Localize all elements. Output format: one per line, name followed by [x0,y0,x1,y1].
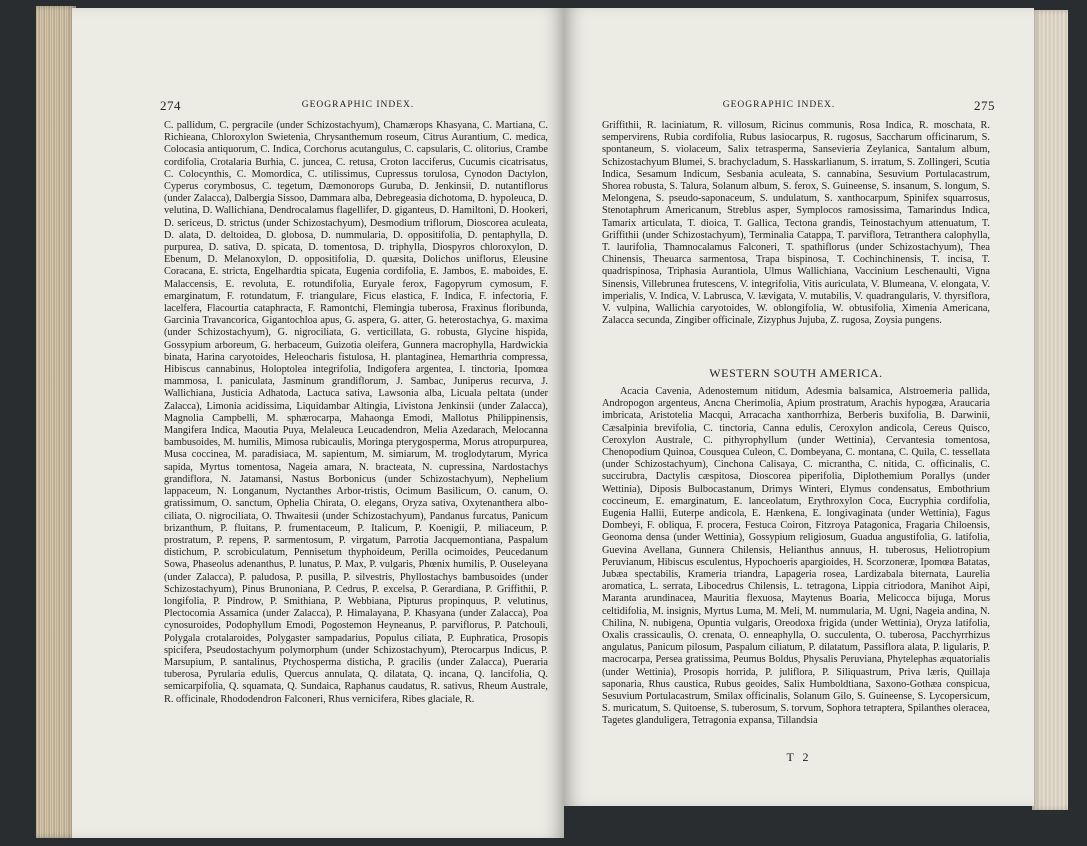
left-running-head: GEOGRAPHIC INDEX. [301,100,415,110]
left-page-number: 274 [160,98,181,113]
left-page-header [72,100,564,116]
left-page [72,8,564,838]
page-edges-left [36,6,76,838]
right-page-header [564,100,1034,116]
right-running-head: GEOGRAPHIC INDEX. [722,100,836,110]
right-page-body-continued: Griffithii, R. laciniatum, R. villosum, Ricinus communis, Rosa Indica, R. moschata, R. sempervirens, Rubia cordifolia, Rubus lasiocarpus, R. rugosus, Saccharum officinarum, S. spontaneum, S. violaceum, Salix tetrasperma, Sansevieria Zeylanica, Santalum album, Schizostachyum Blumei, S. brachycladum, S. Hasskarlianum, S. irratum, S. Zollingeri, Scutia Indica, Sesamum Indicum, Sesbania aculeata, S. cannabina, Sesuvium Portulacastrum, Shorea robusta, S. Talura, Solanum album, S. ferox, S. Guineense, S. insanum, S. longum, S. Melongena, S. pseudo-saponaceum, S. undulatum, S. xanthocarpum, Spinifex squarrosus, Stenotaphrum Americanum, Streblus asper, Symplocos ramosissima, Tamarindus Indica, Tamarix articulata, T. dioica, T. Gallica, Tectona grandis, Teinostachyum attenuatum, T. Griffithii (under Schizostachyum), Terminalia Catappa, T. parviflora, Tetranthera calophylla, T. laurifolia, Thamnocalamus Falconeri, T. spathiflorus (under Schizostachyum), Thea Chinensis, Theuarca sarmentosa, Trapa bispinosa, T. Cochinchinensis, T. incisa, T. quadrispinosa, Triphasia Aurantiola, Ulmus Wallichiana, Vaccinium Leschenaulti, Vigna Sinensis, Villebrunea frutescens, V. integrifolia, Vitis auriculata, V. Blumeana, V. elongata, V. imperialis, V. Indica, V. Labrusca, V. lævigata, V. mutabilis, V. quadrangularis, V. thyrsiflora, V. vulpina, Wallichia caryotoides, W. oblongifolia, W. obtusifolia, Ximenia Americana, Zalacca secunda, Zingiber officinale, Zizyphus Jujuba, Z. rugosa, Zoysia pungens. [602,120,990,327]
left-page-body: C. pallidum, C. pergracile (under Schizostachyum), Chamærops Khasyana, C. Martiana, C. Richieana, Chloroxylon Swietenia, Chrysanthemum roseum, Citrus Aurantium, C. medica, Colocasia antiquorum, C. Indica, Corchorus acutangulus, C. capsularis, C. olitorius, Crambe cordifolia, Crotalaria Burhia, C. juncea, C. retusa, Croton lacciferus, Cucumis cicatrisatus, C. Colocynthis, C. Momordica, C. utilissimus, Cupressus torulosa, Cynodon Dactylon, Cyperus corymbosus, C. tegetum, Dæmonorops Guruba, D. Jenkinsii, D. nutantiflorus (under Zalacca), Dalbergia Sissoo, Dammara alba, Debregeasia dichotoma, D. hypoleuca, D. velutina, D. Wallichiana, Dendrocalamus flagellifer, D. giganteus, D. Hamiltoni, D. Hookeri, D. sericeus, D. strictus (under Schizostachyum), Desmodium triflorum, Dioscorea aculeata, D. alata, D. deltoidea, D. globosa, D. nummularia, D. oppositifolia, D. pentaphylla, D. purpurea, D. sativa, D. spicata, D. tomentosa, D. triphylla, Diospyros chloroxylon, D. Ebenum, D. Melanoxylon, D. oppositifolia, D. quæsita, Dolichos uniflorus, Eleusine Coracana, E. stricta, Engelhardtia spicata, Eugenia cordifolia, E. Jambos, E. maboides, E. Malaccensis, E. revoluta, E. rotundifolia, Euryale ferox, Fagopyrum cymosum, F. emarginatum, F. rotundatum, F. triangulare, Ficus elastica, F. Indica, F. infectoria, F. lacelfera, Flacourtia cataphracta, F. Ramontchi, Flemingia tuberosa, Fraxinus floribunda, Garcinia Travancorica, Gigantochloa apus, G. aspera, G. atter, G. heterostachya, G. maxima (under Schizostachyum), G. nigrociliata, G. verticillata, G. robusta, Glycine hispida, Gossypium arboreum, G. herbaceum, Guizotia oleifera, Gunnera macrophylla, Hardwickia binata, Harina caryotoides, Heleocharis fistulosa, H. plantaginea, Hemarthria compressa, Hibiscus cannabinus, Holoptolea integrifolia, Indigofera argentea, I. tinctoria, Ipomœa mammosa, I. paniculata, Jasminum grandiflorum, J. Sambac, Juniperus recurva, J. Wallichiana, Justicia Adhatoda, Lactuca sativa, Lawsonia alba, Licuala peltata (under Zalacca), Limonia acidissima, Liquidambar Altingia, Livistona Jenkinsii (under Zalacca), Magnolia Campbelli, M. sphærocarpa, Mahaonga Emodi, Mallotus Philippinensis, Mangifera Indica, Maoutia Puya, Melaleuca Leucadendron, Melia Azedarach, Melocanna bambusoides, M. humilis, Mimosa rubicaulis, Moringa pterygosperma, Morus atropurpurea, Musa coccinea, M. paradisiaca, M. sapientum, M. simiarum, M. troglodytarum, Myrica sapida, Myrtus tomentosa, Nageia amara, N. bracteata, N. cupressina, Nardostachys grandiflora, N. Jatamansi, Nastus Borbonicus (under Schizostachyum), Nephelium lappaceum, N. Longanum, Nyctanthes Arbor-tristis, Ocimum Basilicum, O. canum, O. gratissimum, O. sanctum, Ophelia Chirata, O. elegans, Oryza sativa, Oxytenanthera albo-ciliata, O. nigrociliata, O. Thwaitesii (under Schizostachyum), Pandanus furcatus, Panicum brizanthum, P. fluitans, P. frumentaceum, P. Italicum, P. Koenigii, P. miliaceum, P. prostratum, P. repens, P. sarmentosum, P. virgatum, Parrotia Jacquemontiana, Paspalum distichum, P. scrobiculatum, Pennisetum thyphoideum, Perilla ocimoides, Peucedanum Sowa, Phaseolus adenanthus, P. lunatus, P. Max, P. vulgaris, Phœnix humilis, P. Ouseleyana (under Zalacca), P. paludosa, P. pusilla, P. silvestris, Phyllostachys bambusoides (under Schizostachyum), Pinus Brunoniana, P. Cedrus, P. excelsa, P. Gerardiana, P. Griffithii, P. longifolia, P. Pindrow, P. Smithiana, P. Webbiana, Pipturus propinquus, P. velutinus, Plectocomia Assamica (under Zalacca), P. Himalayana, P. Khasyana (under Zalacca), Poa cynosuroides, Podophyllum Emodi, Pogostemon Heyneanus, P. parviflorus, P. Patchouli, Polygala crotalaroides, Polygaster sampadarius, Populus ciliata, P. Euphratica, Prosopis spicifera, Pseudostachyum polymorphum (under Schizostachyum), Pterocarpus Indicus, P. Marsupium, P. santalinus, Ptychosperma disticha, P. gracilis (under Zalacca), Pueraria tuberosa, Pyrularia edulis, Quercus annulata, Q. dilatata, Q. incana, Q. lancifolia, Q. semicarpifolia, Q. squamata, Q. Sundaica, Raphanus caudatus, R. sativus, Rheum Australe, R. officinale, Rhododendron Falconeri, Rhus vernicifera, Ribes glaciale, R. [164,120,548,705]
section-body: Acacia Cavenia, Adenostemum nitidum, Adesmia balsamica, Alstroemeria pallida, Andropogon argenteus, Ancna Cherimolia, Apium prostratum, Arachis hypogæa, Araucaria imbricata, Aristotelia Macqui, Arracacha xanthorrhiza, Berberis buxifolia, B. Darwinii, Cæsalpinia brevifolia, C. tinctoria, Canna edulis, Ceroxylon andicola, Cereus Quisco, Ceroxylon Australe, C. pithyrophyllum (under Wettinia), Cervantesia tomentosa, Chenopodium Quinoa, Cousquea Culeon, C. Dombeyana, C. montana, C. Quila, C. tessellata (under Schizostachyum), Cinchona Calisaya, C. micrantha, C. nitida, C. officinalis, C. succirubra, Dactylis cæspitosa, Dioscorea piperifolia, Diplothemium Porallys (under Wettinia), Diposis Bulbocastanum, Drimys Winteri, Elymus condensatus, Embothrium coccineum, E. emarginatum, E. lanceolatum, Erythroxylon Coca, Eucryphia cordifolia, Eugenia Hallii, Euterpe andicola, E. Hænkena, E. longivaginata (under Wettinia), Fagus Dombeyi, F. obliqua, F. procera, Festuca Coiron, Fitzroya Patagonica, Fragaria Chiloensis, Geonoma densa (under Wettinia), Gossypium religiosum, Guadua angustifolia, G. latifolia, Guevina Avellana, Gunnera Chilensis, Helianthus annuus, H. tuberosus, Heliotropium Peruvianum, Hibiscus esculentus, Hypochoeris apargioides, H. Scorzoneræ, Ipomœa Batatas, Jubæa spectabilis, Krameria triandra, Lapageria rosea, Lardizabala biternata, Laurelia aromatica, L. serrata, Libocedrus Chilensis, L. tetragona, Lippia citriodora, Manihot Aipi, Maranta arundinacea, Mauritia flexuosa, Maytenus Boaria, Melicocca bijuga, Morus celtidifolia, M. insignis, Myrtus Luma, M. Meli, M. nummularia, M. Ugni, Nageia andina, N. Chilina, N. nubigena, Opuntia vulgaris, Oreodoxa frigida (under Wettinia), Oryza latifolia, Oxalis crassicaulis, O. crenata, O. enneaphylla, O. succulenta, O. tuberosa, Pacchyrrhizus angulatus, Panicum pilosum, Paspalum ciliatum, P. dilatatum, Passiflora alata, P. ligularis, P. macrocarpa, Persea gratissima, Peumus Boldus, Physalis Peruviana, Phytelephas æquatorialis (under Wettinia), Prosopis horrida, P. juliflora, P. Siliquastrum, Priva læris, Quillaja saponaria, Rhus caustica, Rubus geoides, Salix Humboldtiana, Saxono-Gothæa conspicua, Sesuvium Portulacastrum, Smilax officinalis, Solanum Gilo, S. Guineense, S. Lycopersicum, S. muricatum, S. Quitoense, S. tuberosum, S. torvum, Sophora tetraptera, Spilanthes oleracea, Tagetes glanduligera, Tetragonia expansa, Tillandsia [602,386,990,727]
page-edges-right [1032,10,1068,810]
open-book [36,4,1068,842]
section-title: WESTERN SOUTH AMERICA. [709,366,883,380]
right-page [564,8,1034,806]
signature-mark: T 2 [786,750,812,764]
right-page-number: 275 [974,98,995,113]
